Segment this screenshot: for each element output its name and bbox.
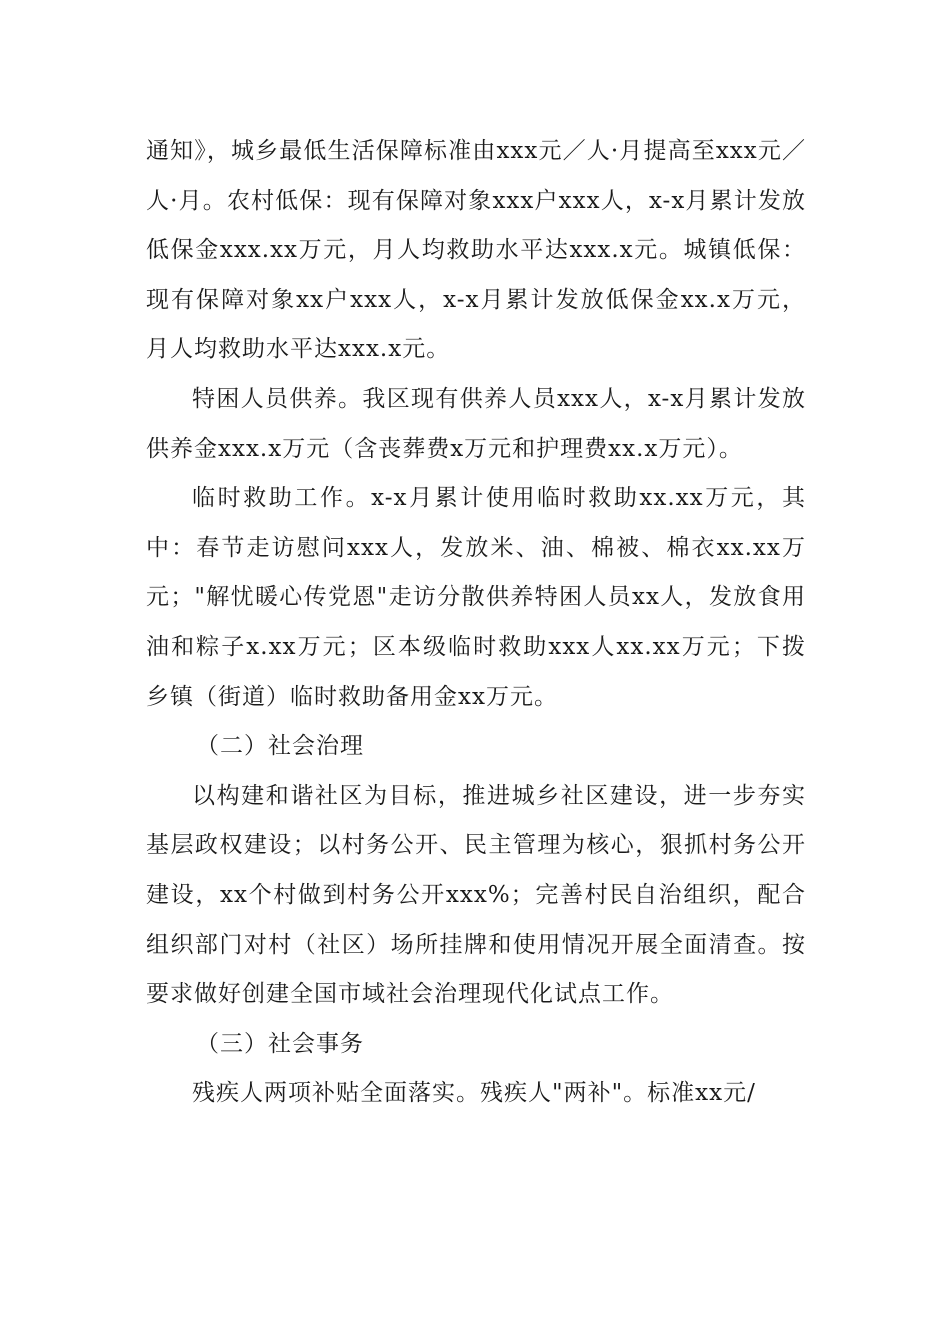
section-heading-social-affairs: （三）社会事务 — [196, 1030, 364, 1057]
paragraph-subsistence-allowance: 通知》，城乡最低生活保障标准由xxx元／人·月提高至xxx元／人·月。农村低保：现有保障对象xxx户xxx人，x-x月累计发放低保金xxx.xx万元，月人均救助水平达xxx.x元。城镇低保：现有保障对象xx户xxx人，x-x月累计发放低保金xx.x万元，月人均救助水平达xxx.x元。 — [146, 138, 806, 363]
paragraph-social-governance: 以构建和谐社区为目标，推进城乡社区建设，进一步夯实基层政权建设；以村务公开、民主管理为核心，狠抓村务公开建设，xx个村做到村务公开xxx%；完善村民自治组织，配合组织部门对村（社区）场所挂牌和使用情况开展全面清查。按要求做好创建全国市域社会治理现代化试点工作。 — [146, 782, 806, 1008]
paragraph-disability-subsidies: 残疾人两项补贴全面落实。残疾人"两补"。标准xx元/ — [192, 1080, 756, 1107]
document-body — [146, 127, 806, 1119]
paragraph-temporary-assistance: 临时救助工作。x-x月累计使用临时救助xx.xx万元，其中：春节走访慰问xxx人，发放米、油、棉被、棉衣xx.xx万元；"解忧暖心传党恩"走访分散供养特困人员xx人，发放食用油和粽子x.xx万元；区本级临时救助xxx人xx.xx万元；下拨乡镇（街道）临时救助备用金xx万元。 — [146, 485, 806, 710]
section-heading-social-governance: （二）社会治理 — [196, 733, 364, 760]
paragraph-special-hardship-support: 特困人员供养。我区现有供养人员xxx人，x-x月累计发放供养金xxx.x万元（含丧葬费x万元和护理费xx.x万元）。 — [146, 385, 806, 462]
